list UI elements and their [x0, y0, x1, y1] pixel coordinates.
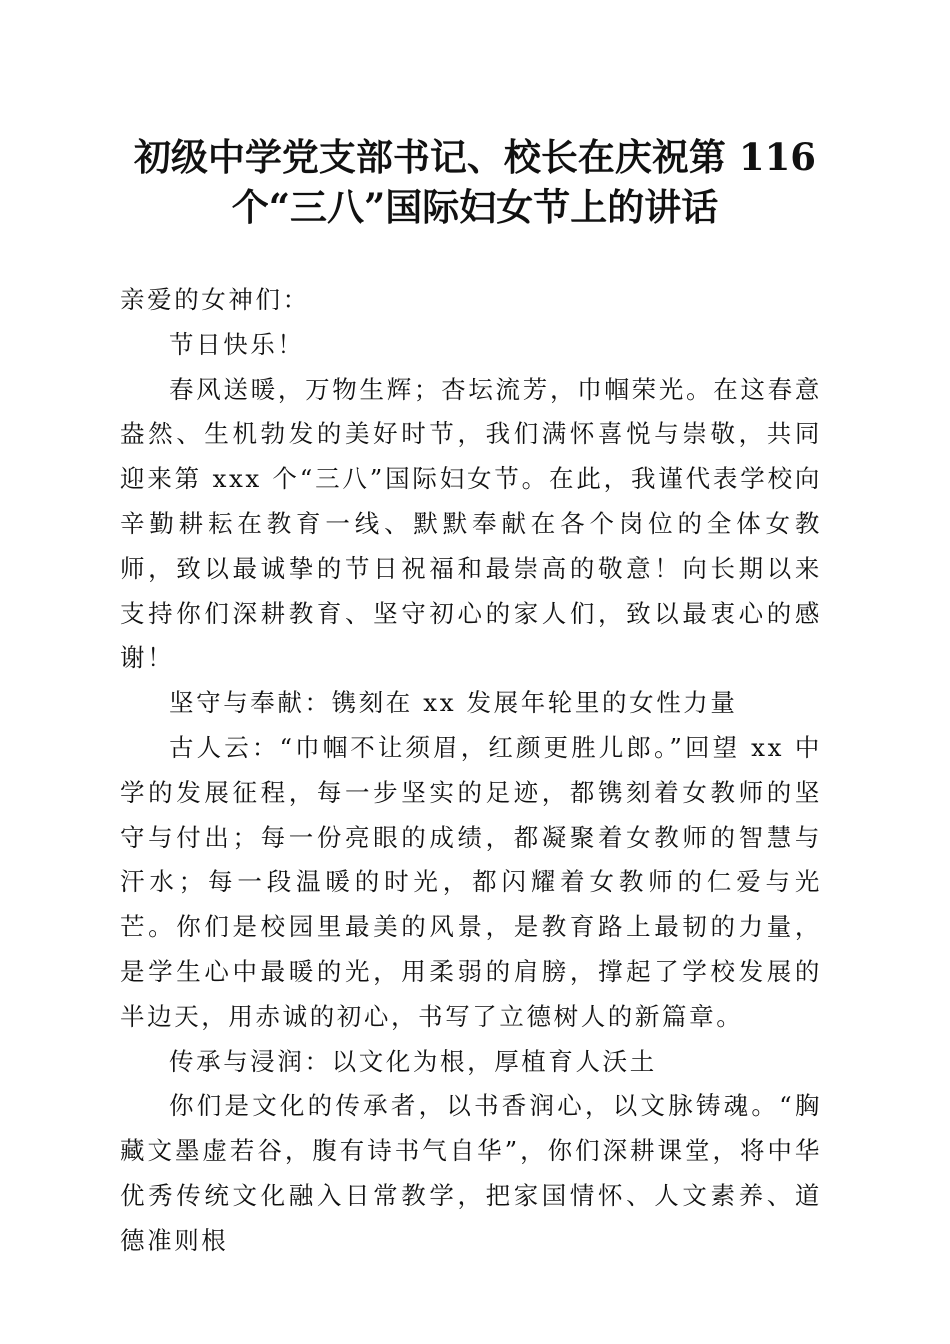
- document-body: [120, 278, 822, 1264]
- paragraph-opening: 春风送暖，万物生辉；杏坛流芳，巾帼荣光。在这春意盎然、生机勃发的美好时节，我们满怀喜悦与崇敬，共同迎来第 xxx 个“三八”国际妇女节。在此，我谨代表学校向辛勤耕耘在教育一线、默默奉献在各个岗位的全体女教师，致以最诚挚的节日祝福和最崇高的敬意！向长期以来支持你们深耕教育、坚守初心的家人们，致以最衷心的感谢！: [120, 374, 822, 673]
- salutation: 亲爱的女神们：: [120, 285, 310, 314]
- document-title: [110, 132, 840, 232]
- title-line-1: 初级中学党支部书记、校长在庆祝第 116: [133, 135, 817, 179]
- paragraph-section-1: 古人云：“巾帼不让须眉，红颜更胜儿郎。”回望 xx 中学的发展征程，每一步坚实的足迹，都镌刻着女教师的坚守与付出；每一份亮眼的成绩，都凝聚着女教师的智慧与汗水；每一段温暖的时光，都闪耀着女教师的仁爱与光芒。你们是校园里最美的风景，是教育路上最韧的力量，是学生心中最暖的光，用柔弱的肩膀，撑起了学校发展的半边天，用赤诚的初心，书写了立德树人的新篇章。: [120, 732, 822, 1031]
- title-line-2: 个“三八”国际妇女节上的讲话: [231, 185, 719, 229]
- section-heading-2: 传承与浸润：以文化为根，厚植育人沃土: [169, 1046, 657, 1076]
- paragraph-section-2: 你们是文化的传承者，以书香润心，以文脉铸魂。“胸藏文墨虚若谷，腹有诗书气自华”，你们深耕课堂，将中华优秀传统文化融入日常教学，把家国情怀、人文素养、道德准则根: [120, 1091, 822, 1255]
- paragraph-greeting: 节日快乐！: [169, 329, 305, 359]
- section-heading-1: 坚守与奉献：镌刻在 xx 发展年轮里的女性力量: [169, 688, 738, 718]
